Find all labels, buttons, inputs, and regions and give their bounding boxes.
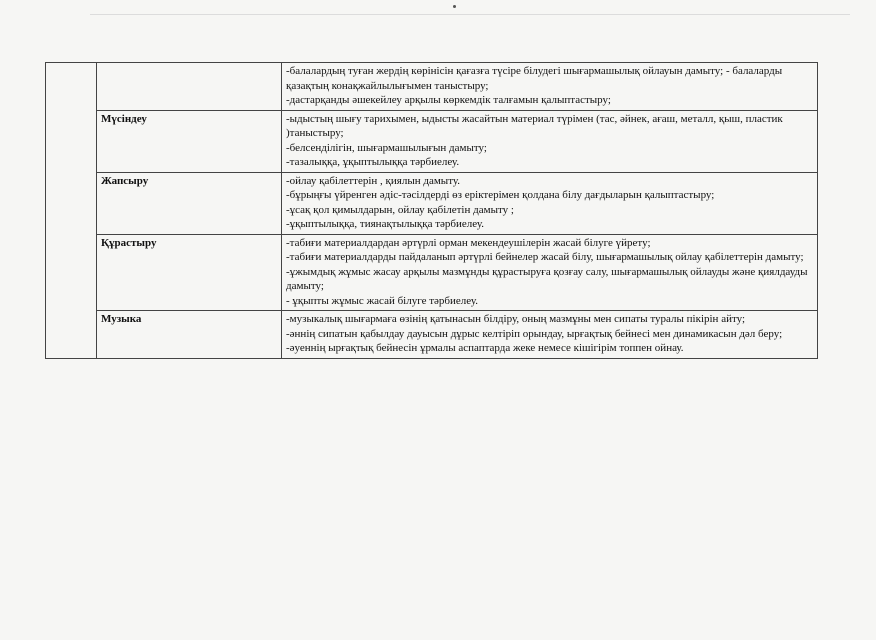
- goals-cell: [282, 63, 818, 111]
- subject-cell: Музыка: [97, 311, 282, 359]
- goals-cell: [282, 110, 818, 172]
- goal-line: -ұқыптылыққа, тиянақтылыққа тәрбиелеу.: [286, 218, 484, 230]
- subject-cell: [97, 63, 282, 111]
- goals-cell: [282, 234, 818, 311]
- goal-line: -ұжымдық жұмыс жасау арқылы мазмұнды құрастыруға қозғау салу, шығармашылық ойлауды және қиялдауды дамыту;: [286, 265, 808, 292]
- goal-line: -табиғи материалдарды пайдаланып әртүрлі бейнелер жасай білу, шығармашылық ойлау қабілеттерін дамыту;: [286, 251, 804, 263]
- table-row: [46, 110, 818, 172]
- table-row: [46, 311, 818, 359]
- table-row: [46, 172, 818, 234]
- goal-line: -ыдыстың шығу тарихымен, ыдысты жасайтын материал түрімен (тас, әйнек, ағаш, металл, қыш, пластик )таныстыру;: [286, 112, 783, 139]
- table-row: [46, 63, 818, 111]
- goal-line: -тазалыққа, ұқыптылыққа тәрбиелеу.: [286, 156, 460, 168]
- goal-line: - ұқыпты жұмыс жасай білуге тәрбиелеу.: [286, 294, 479, 307]
- goal-line: -әуеннің ырғақтық бейнесін ұрмалы аспаптарда жеке немесе кішігірім топпен ойнау.: [286, 342, 684, 354]
- goal-line: -ойлау қабілеттерін , қиялын дамыту.: [286, 174, 461, 187]
- top-rule: [90, 14, 850, 15]
- goal-line: -ұсақ қол қимылдарын, ойлау қабілетін дамыту ;: [286, 203, 514, 216]
- subject-cell: Мүсіндеу: [97, 110, 282, 172]
- goal-line: -музыкалық шығармаға өзінің қатынасын білдіру, оның мазмұны мен сипаты туралы пікірін айту;: [286, 313, 746, 325]
- side-column-cell: [46, 63, 97, 359]
- goal-line: -дастарқанды әшекейлеу арқылы көркемдік талғамын қалыптастыру;: [286, 94, 611, 106]
- goals-cell: [282, 311, 818, 359]
- goal-line: -бұрыңғы үйренген әдіс-тәсілдерді өз еріктерімен қолдана білу дағдыларын қалыптастыру;: [286, 189, 715, 201]
- goal-line: -әннің сипатын қабылдау дауысын дұрыс келтіріп орындау, ырғақтық бейнесі мен динамикасын дәл беру;: [286, 327, 783, 340]
- scan-speck: [453, 5, 456, 8]
- goal-line: -белсенділігін, шығармашылығын дамыту;: [286, 141, 487, 154]
- subject-cell: Құрастыру: [97, 234, 282, 311]
- subject-cell: Жапсыру: [97, 172, 282, 234]
- curriculum-table: [45, 62, 818, 359]
- table-row: [46, 234, 818, 311]
- goal-line: -табиғи материалдардан әртүрлі орман мекендеушілерін жасай білуге үйрету;: [286, 236, 651, 249]
- goals-cell: [282, 172, 818, 234]
- goal-line: -балалардың туған жердің көрінісін қағазға түсіре білудегі шығармашылық ойлауын дамыту; - балаларды қазақтың конақжайлылығымен таныстыру;: [286, 65, 783, 92]
